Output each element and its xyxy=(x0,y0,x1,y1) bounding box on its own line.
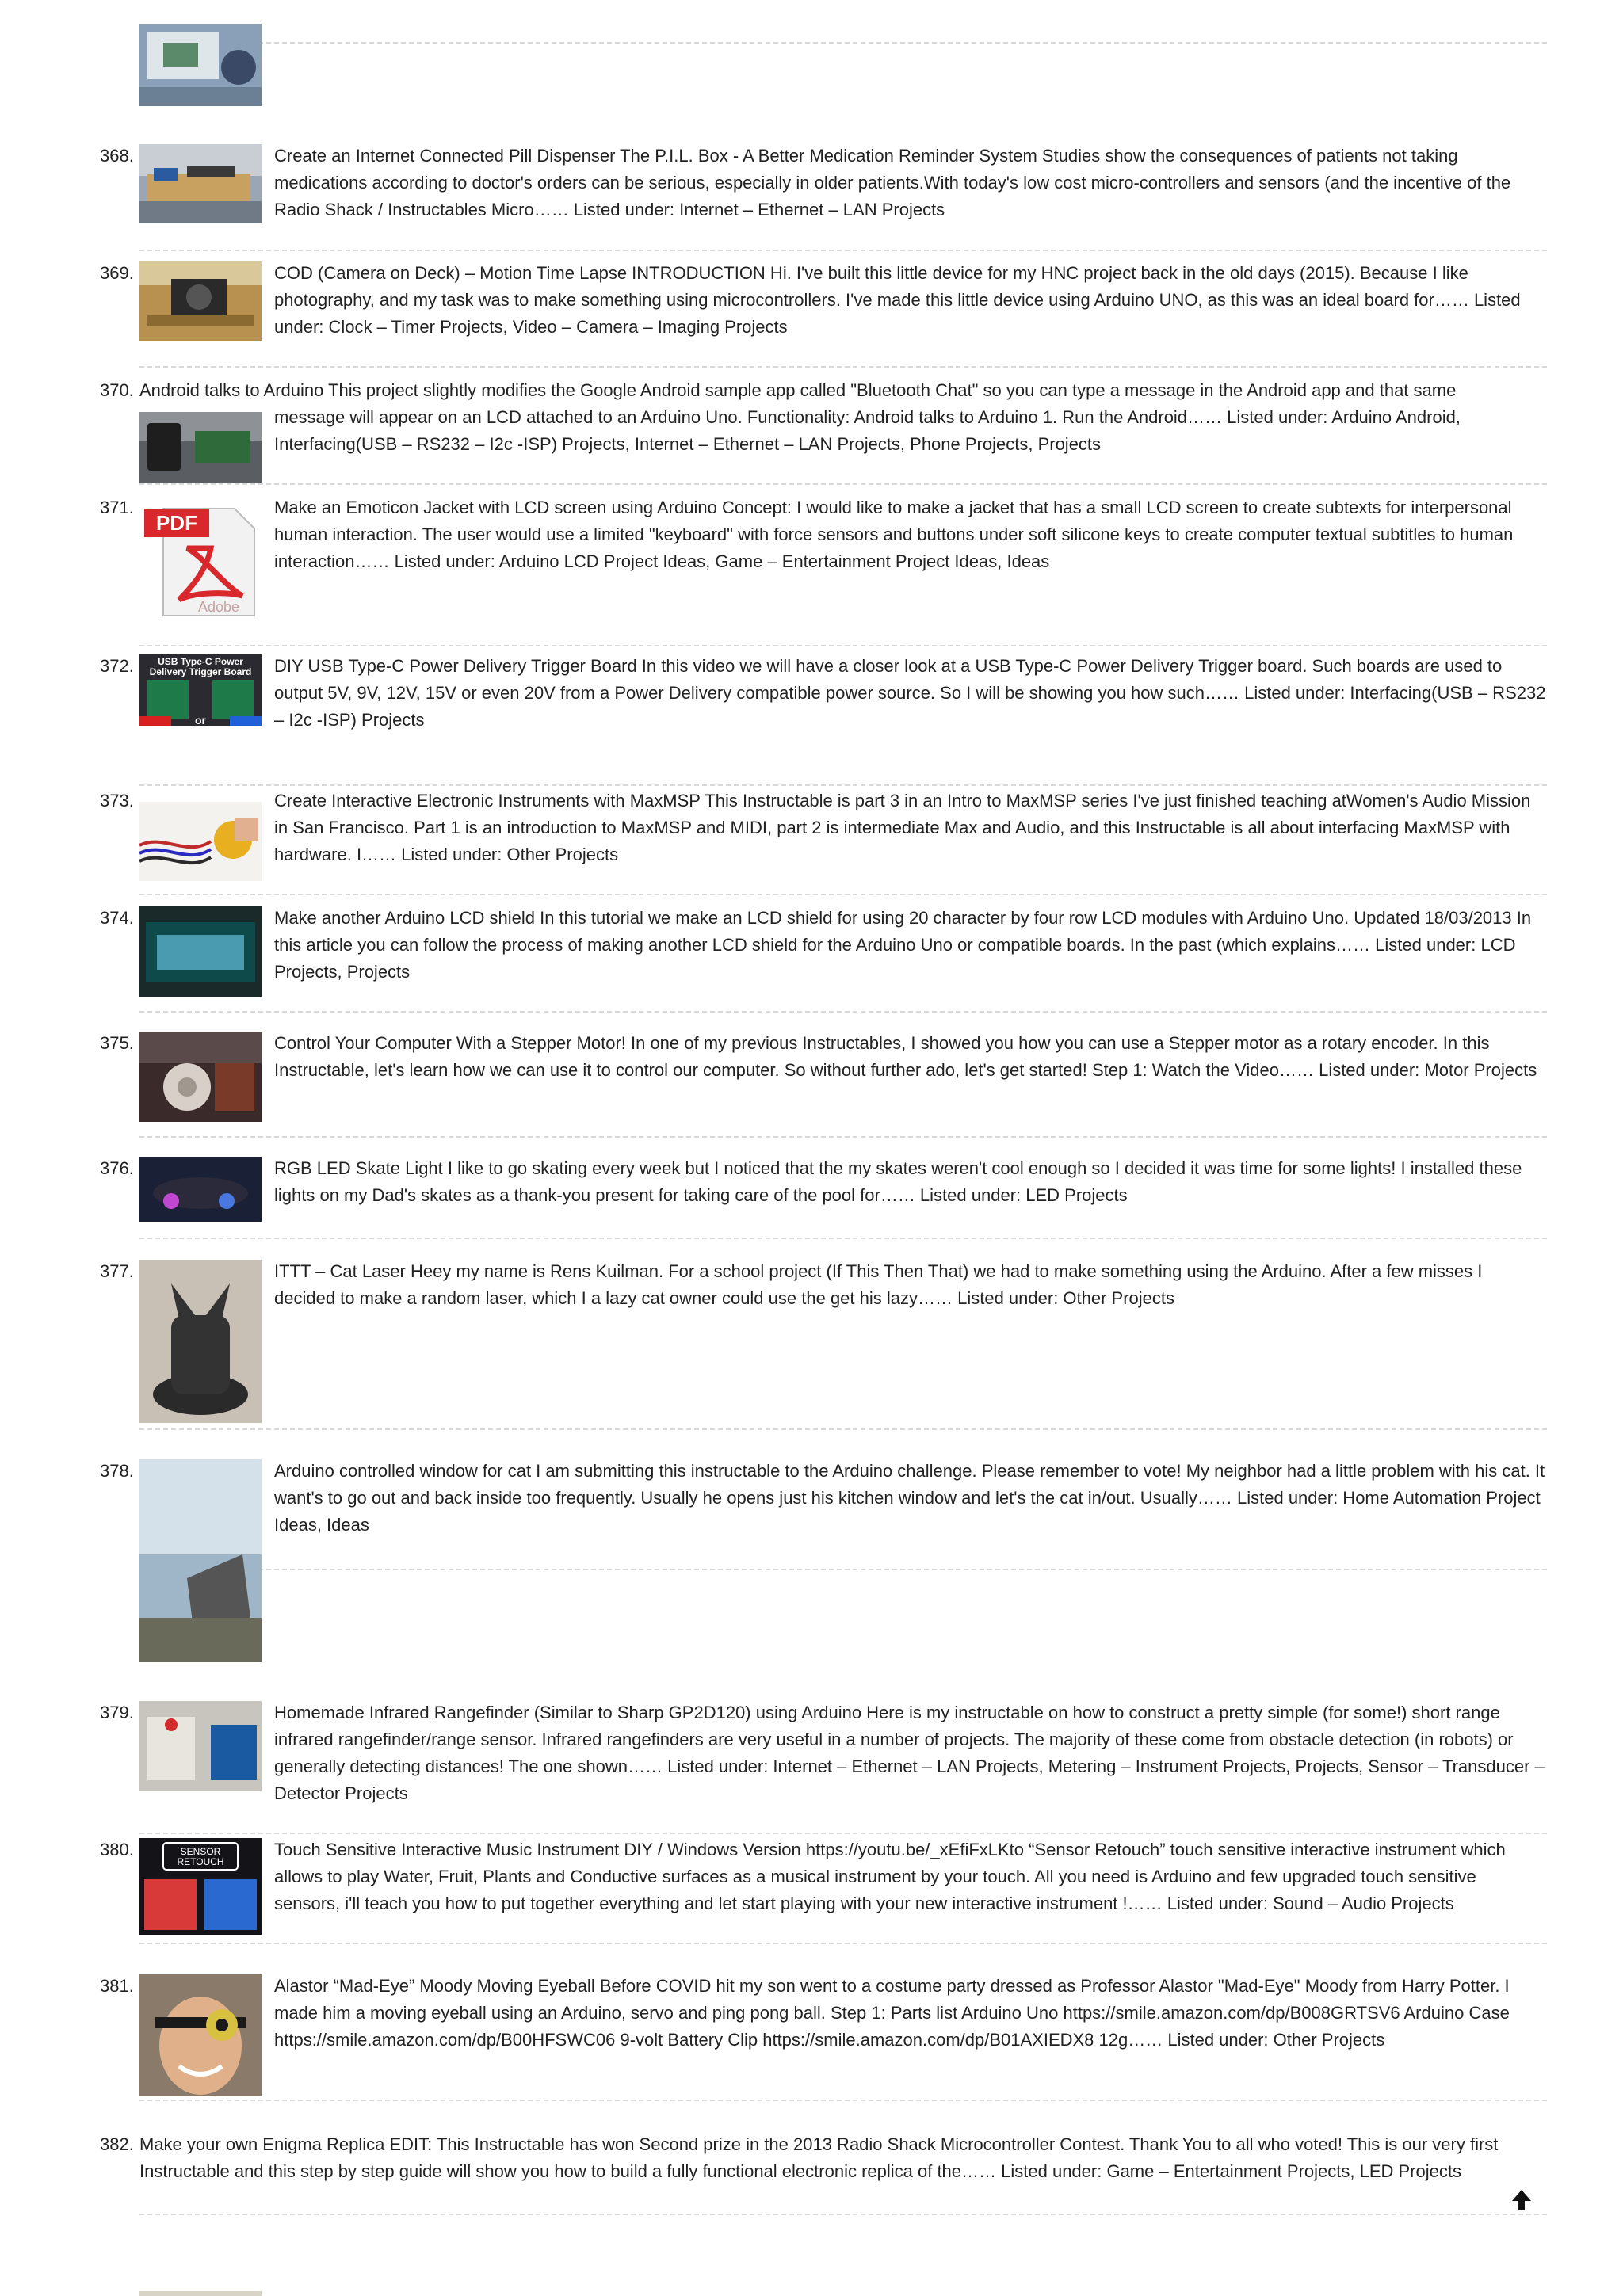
list-item xyxy=(100,1836,1547,1944)
project-description[interactable]: Homemade Infrared Rangefinder (Similar to Sharp GP2D120) using Arduino Here is my instructable on how to construct a pretty simple (for some!) short range infrared rangefinder/range sensor. Infrared rangefinders are very useful in a number of projects. The majority of these come from obstacle detection (in robots) or generally detecting distances! The one shown…… Listed under: Internet – Ethernet – LAN Projects, Metering – Instrument Projects, Projects, Sensor – Transducer – Detector Projects xyxy=(274,1703,1545,1803)
item-number: 370. xyxy=(100,380,134,400)
pdf-label: PDF xyxy=(156,511,197,535)
adobe-label: Adobe xyxy=(197,599,240,615)
item-number: 373. xyxy=(100,791,134,810)
project-description[interactable]: message will appear on an LCD attached to an Arduino Uno. Functionality: Android talks to Arduino 1. Run the Android…… Listed under: Arduino Android, Interfacing(USB – RS232 – I2c -ISP) Projects, Internet – Ethernet – LAN Projects, Phone Projects, Projects xyxy=(274,407,1461,454)
list-item xyxy=(100,1258,1547,1430)
item-number: 380. xyxy=(100,1840,134,1859)
svg-text:SENSOR: SENSOR xyxy=(180,1846,221,1857)
project-thumbnail[interactable] xyxy=(139,1260,262,1423)
project-thumbnail[interactable] xyxy=(139,261,262,341)
project-thumbnail[interactable] xyxy=(139,412,262,483)
arrow-up-icon xyxy=(1510,2187,1533,2214)
project-description[interactable]: DIY USB Type-C Power Delivery Trigger Board In this video we will have a closer look at a USB Type-C Power Delivery Trigger board. Such boards are used to output 5V, 9V, 12V, 15V or even 20V from a Power Delivery compatible power source. So I will be showing you how such…… Listed under: Interfacing(USB – RS232 – I2c -ISP) Projects xyxy=(274,656,1546,730)
project-description[interactable]: Control Your Computer With a Stepper Motor! In one of my previous Instructables, I showed you how you can use a Stepper motor as a rotary encoder. In this Instructable, let's learn how we can use it to control our computer. So without further ado, let's get started! Step 1: Watch the Video…… Listed under: Motor Projects xyxy=(274,1033,1537,1080)
project-description[interactable]: Create Interactive Electronic Instruments with MaxMSP This Instructable is part 3 in an Intro to MaxMSP series I've just finished teaching atWomen's Audio Mission in San Francisco. Part 1 is an introduction to MaxMSP and MIDI, part 2 is intermediate Max and Audio, and this Instructable is all about interfacing MaxMSP with hardware. I…… Listed under: Other Projects xyxy=(274,791,1531,864)
item-number: 381. xyxy=(100,1976,134,1996)
project-description[interactable]: Arduino controlled window for cat I am submitting this instructable to the Arduino challenge. Please remember to vote! My neighbor had a little problem with his cat. It want's to go out and back inside too frequently. Usually he opens just his kitchen window and let's the cat in/out. Usually…… Listed under: Home Automation Project Ideas, Ideas xyxy=(274,1461,1545,1535)
back-to-top-button[interactable] xyxy=(1510,2187,1533,2214)
list-item xyxy=(139,0,1547,44)
list-item xyxy=(100,494,1547,646)
project-description[interactable]: Make an Emoticon Jacket with LCD screen using Arduino Concept: I would like to make a jacket that has a small LCD screen to create subtexts for interpersonal human interaction. The user would use a limited "keyboard" with force sensors and buttons under soft silicone keys to create computer textual subtitles to human interaction…… Listed under: Arduino LCD Project Ideas, Game – Entertainment Project Ideas, Ideas xyxy=(274,498,1514,571)
project-description[interactable]: Touch Sensitive Interactive Music Instrument DIY / Windows Version https://youtu.be/_xEfiFxLKto “Sensor Retouch” touch sensitive interactive instrument which allows to play Water, Fruit, Plants and Conductive surfaces as a musical instrument by your touch. All you need is Arduino and few upgraded touch sensitive sensors, i'll teach you how to put together everything and let start playing with your new interactive instrument !…… Listed under: Sound – Audio Projects xyxy=(274,1840,1506,1913)
svg-text:RETOUCH: RETOUCH xyxy=(177,1856,224,1867)
project-thumbnail[interactable] xyxy=(139,802,262,881)
item-number: 372. xyxy=(100,656,134,676)
pdf-icon[interactable] xyxy=(139,501,262,620)
list-item xyxy=(100,1155,1547,1239)
project-thumbnail[interactable] xyxy=(139,1459,262,1662)
project-thumbnail[interactable] xyxy=(139,1032,262,1122)
project-thumbnail[interactable] xyxy=(139,144,262,223)
project-thumbnail[interactable] xyxy=(139,2291,262,2296)
list-item xyxy=(100,143,1547,251)
item-number: 371. xyxy=(100,498,134,517)
svg-text:Delivery Trigger Board: Delivery Trigger Board xyxy=(149,666,252,677)
list-item xyxy=(100,905,1547,1013)
project-description[interactable]: ITTT – Cat Laser Heey my name is Rens Kuilman. For a school project (If This Then That) we had to make something using the Arduino. After a few misses I decided to make a random laser, which I a lazy cat owner could use the get his lazy…… Listed under: Other Projects xyxy=(274,1261,1483,1308)
list-item xyxy=(100,788,1547,895)
svg-text:or: or xyxy=(195,714,206,726)
item-number: 378. xyxy=(100,1461,134,1481)
list-item xyxy=(100,1973,1547,2101)
project-description[interactable]: Alastor “Mad-Eye” Moody Moving Eyeball Before COVID hit my son went to a costume party dressed as Professor Alastor "Mad-Eye" Moody from Harry Potter. I made him a moving eyeball using an Arduino, servo and ping pong ball. Step 1: Parts list Arduino Uno https://smile.amazon.com/dp/B008GRTSV6 Arduino Case https://smile.amazon.com/dp/B00HFSWC06 9-volt Battery Clip https://smile.amazon.com/dp/B01AXIEDX8 12g…… Listed under: Other Projects xyxy=(274,1976,1510,2050)
project-thumbnail[interactable] xyxy=(139,24,262,106)
item-number: 374. xyxy=(100,908,134,928)
item-number: 375. xyxy=(100,1033,134,1053)
item-number: 376. xyxy=(100,1158,134,1178)
project-description[interactable]: Make another Arduino LCD shield In this tutorial we make an LCD shield for using 20 character by four row LCD modules with Arduino Uno. Updated 18/03/2013 In this article you can follow the process of making another LCD shield for the Arduino Uno or compatible boards. In the past (which explains…… Listed under: LCD Projects, Projects xyxy=(274,908,1532,982)
project-description[interactable]: Make your own Enigma Replica EDIT: This Instructable has won Second prize in the 2013 Radio Shack Microcontroller Contest. Thank You to all who voted! This is our very first Instructable and this step by step guide will show you how to build a fully functional electronic replica of the…… Listed under: Game – Entertainment Projects, LED Projects xyxy=(139,2134,1499,2181)
project-thumbnail[interactable] xyxy=(139,654,262,726)
project-thumbnail[interactable] xyxy=(139,1157,262,1222)
list-item xyxy=(139,2274,1547,2296)
project-thumbnail[interactable] xyxy=(139,1838,262,1935)
item-number: 382. xyxy=(100,2134,134,2154)
list-item xyxy=(100,1699,1547,1834)
project-thumbnail[interactable] xyxy=(139,1974,262,2096)
project-thumbnail[interactable] xyxy=(139,1701,262,1791)
item-number: 377. xyxy=(100,1261,134,1281)
project-description-first-line[interactable]: Android talks to Arduino This project slightly modifies the Google Android sample app called "Bluetooth Chat" so you can type a message in the Android app and that same xyxy=(139,380,1457,400)
project-description[interactable]: RGB LED Skate Light I like to go skating every week but I noticed that the my skates weren't cool enough so I decided it was time for some lights! I installed these lights on my Dad's skates as a thank-you present for taking care of the pool for…… Listed under: LED Projects xyxy=(274,1158,1522,1205)
list-item xyxy=(100,1030,1547,1138)
project-description[interactable]: Create an Internet Connected Pill Dispenser The P.I.L. Box - A Better Medication Reminder System Studies show the consequences of patients not taking medications according to doctor's orders can be serious, especially in older patients.With today's low cost micro-controllers and sensors (and the incentive of the Radio Shack / Instructables Micro…… Listed under: Internet – Ethernet – LAN Projects xyxy=(274,146,1511,219)
list-item xyxy=(100,2131,1547,2215)
list-item xyxy=(100,260,1547,368)
list-item xyxy=(100,653,1547,786)
list-item xyxy=(100,377,1547,485)
list-item xyxy=(100,1458,1547,1570)
svg-text:USB Type-C Power: USB Type-C Power xyxy=(158,656,243,667)
item-number: 369. xyxy=(100,263,134,283)
project-description[interactable]: COD (Camera on Deck) – Motion Time Lapse INTRODUCTION Hi. I've built this little device for my HNC project back in the old days (2015). Because I like photography, and my task was to make something using microcontrollers. I've made this little device using Arduino UNO, as this was an ideal board for…… Listed under: Clock – Timer Projects, Video – Camera – Imaging Projects xyxy=(274,263,1521,337)
item-number: 368. xyxy=(100,146,134,166)
item-number: 379. xyxy=(100,1703,134,1722)
project-thumbnail[interactable] xyxy=(139,906,262,997)
